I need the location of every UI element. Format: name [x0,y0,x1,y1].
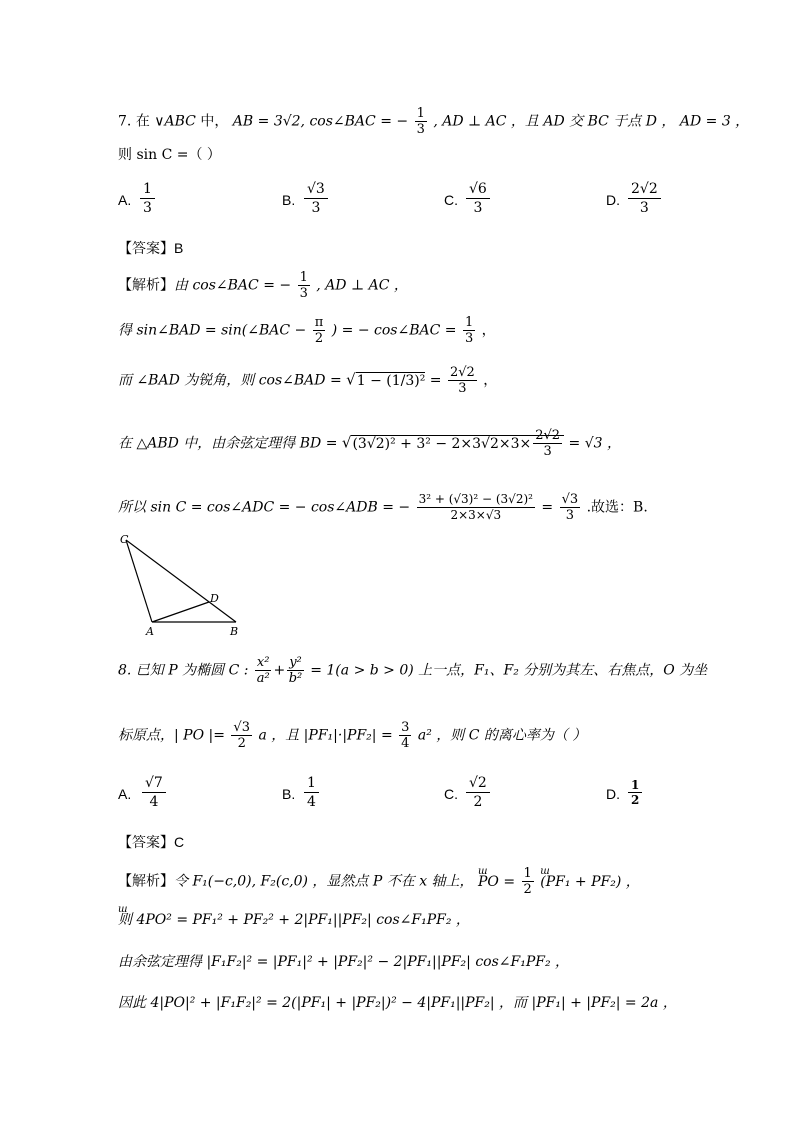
point-c-label: C [120,533,129,546]
q8-fraction: $\frac{√3}{2}$ [233,720,250,751]
analysis-text: = [429,372,442,389]
q7-condition: AB = 3√2, cos∠BAC = − [232,113,409,130]
q8-answer [118,832,184,853]
q7-fraction: $\frac{\text{3² + (√3)² − (3√2)²}}{2\times 3\times√3}$ [418,492,533,522]
q8-text: a² ，则 C 的离心率为（ ） [417,727,587,744]
q8-option-a-value: √7 4 [142,774,166,811]
analysis-text: ) = − cos∠BAC = [331,322,457,339]
line-ad [152,602,209,622]
q8-text: a ，且 |PF₁|·|PF₂| = [258,727,393,744]
analysis-text: ， [481,322,496,339]
q7-option-d-label: D. [606,192,620,208]
q8-analysis-2 [118,910,470,930]
q7-option-c-label: C. [444,192,458,208]
q8-option-b-value: 1 4 [304,774,319,811]
analysis-text: , AD ⊥ AC ， [316,277,408,294]
q7-analysis-1 [118,270,408,301]
answer-tag: 【答案】 [118,240,174,256]
analysis-text: 由 cos∠BAC = − [174,277,292,294]
q8-analysis-3 [118,952,569,972]
q7-number: 7. [118,113,132,130]
point-a-label: A [146,625,154,638]
analysis-text: 得 sin∠BAD = sin(∠BAC − [118,322,307,339]
analysis-text: 由余弦定理得 |F₁F₂|² = |PF₁|² + |PF₂|² − 2|PF₁||PF₂| cos∠F₁PF₂ ， [118,954,570,970]
point-d-label: D [210,592,219,605]
q7-fraction: $\frac{2√2}{3}$ [449,365,475,396]
q8-fraction: $\frac{1}{2}$ [523,866,532,897]
q8-option-c-label: C. [444,786,458,802]
q7-option-a-label: A. [118,192,132,208]
q7-triangle: ∨ABC [154,113,196,130]
q8-text: = 1(a > b > 0) 上一点，F₁、F₂ 分别为其左、右焦点，O 为坐 [310,662,708,679]
q7-line2: 则 sin C =（ ） [118,147,221,163]
q8-line2 [118,720,586,751]
q7-option-a-value: 1 3 [140,180,155,217]
q7-option-d-value: 2√2 3 [628,180,661,217]
q7-analysis-2 [118,315,496,346]
analysis-text: 所以 sin C = cos∠ADC = − cos∠ADB = − [118,499,411,516]
analysis-text: ， [483,372,498,389]
q7-fraction: $\frac{1}{3}$ [464,315,474,346]
q8-analysis-1 [118,866,640,897]
analysis-text: 令 F₁(−c,0), F₂(c,0) ，显然点 P 不在 x 轴上， [174,873,474,890]
q7-option-b-value: √3 3 [304,180,328,217]
q8-text: 8. 已知 P 为椭圆 C : [118,662,249,679]
q8-fraction: $\frac{3}{4}$ [401,720,410,751]
sqrt-expression: (3√2)² + 3² − 2×3√2×3× $\frac{2√2}{3}$ [351,435,564,452]
q7-fraction: $\frac{1}{3}$ [416,106,425,137]
q8-option-c-value: √2 2 [466,774,490,811]
analysis-tag: 【解析】 [118,276,174,293]
q8-fraction-y: $\frac{\text{y²}}{\text{b²}}$ [288,655,303,686]
q7-fraction: $\frac{\pi}{2}$ [314,315,324,346]
q8-option-d-label: D. [606,786,620,802]
q7-analysis-3: 而 ∠BAD 为锐角，则 cos∠BAD = √1 − (1/3)² = $\frac{2√2}{3}$ ， [118,365,498,396]
analysis-text: .故选：B. [586,499,648,516]
analysis-text: 因此 4|PO|² + |F₁F₂|² = 2(|PF₁| + |PF₂|)² − 4|PF₁||PF₂| ，而 |PF₁| + |PF₂| = 2a ， [118,995,677,1011]
q7-condition: , AD ⊥ AC ，且 AD 交 BC 于点 D ， AD = 3 ， [433,113,750,130]
q7-line1 [118,106,749,137]
q7-option-c-value: √6 3 [466,180,490,217]
q8-analysis-4 [118,993,677,1013]
q7-analysis-4: 在 △ABD 中，由余弦定理得 BD = √(3√2)² + 3² − 2×3√2×3× $\frac{2√2}{3}$ = √3 ， [118,428,621,459]
answer-value: B [174,240,184,256]
analysis-tag: 【解析】 [118,872,174,889]
analysis-text: 在 △ABD 中，由余弦定理得 BD = [118,435,338,452]
q7-text: 在 [135,113,150,130]
triangle-figure [112,528,252,640]
answer-tag: 【答案】 [118,834,174,850]
answer-value: C [174,834,185,850]
analysis-text: = [541,499,554,516]
q8-line1: 8. 已知 P 为椭圆 C : $\frac{\text{x²}}{\text{a²}}$ + $\frac{\text{y²}}{\text{b²}}$ = 1(a > b > 0) 上一点，F₁、F₂ 分别为其左、右焦点，O 为坐 [118,655,708,686]
q7-text: 中， [200,113,229,130]
line-ca [126,540,152,622]
q8-option-d-value: 1 2 [628,778,642,807]
q7-option-b-label: B. [282,192,296,208]
line-cb [126,540,236,622]
q8-fraction-x: $\frac{\text{x²}}{\text{a²}}$ [256,655,270,686]
q8-text: 标原点，| PO |= [118,727,225,744]
vector-expression: ш PO = [478,874,515,890]
q7-fraction: $\frac{1}{3}$ [299,270,308,301]
q7-answer [118,238,183,259]
sqrt-expression: 1 − (1/3)² [356,372,426,389]
analysis-text: = √3 ， [568,435,621,452]
q7-analysis-5 [118,492,648,523]
analysis-text: 而 ∠BAD 为锐角，则 cos∠BAD = [118,372,342,389]
q7-fraction: $\frac{√3}{3}$ [561,492,579,523]
vector-expression: ш (PF₁ + PF₂) ， [540,874,640,890]
point-b-label: B [230,625,239,638]
analysis-text: ш 则 4PO² = PF₁² + PF₂² + 2|PF₁||PF₂| cos∠F₁PF₂ ， [118,912,470,928]
q8-option-b-label: B. [282,786,296,802]
q8-option-a-label: A. [118,786,132,802]
